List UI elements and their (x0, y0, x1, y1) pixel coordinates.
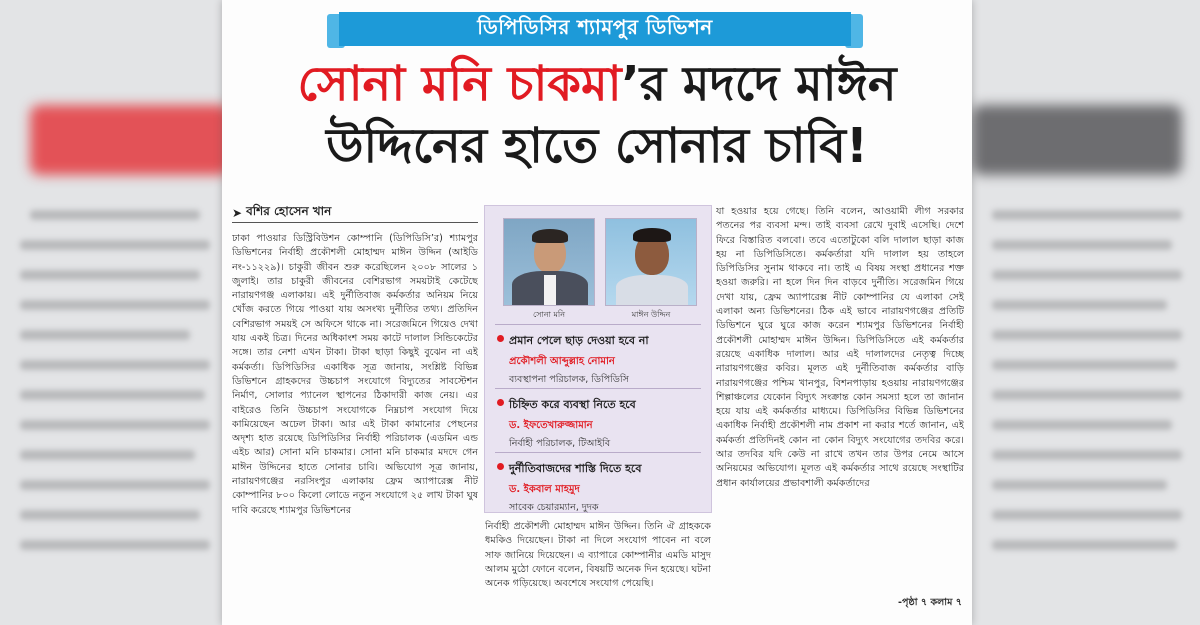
headline-highlight: সোনা মনি চাকমা (297, 56, 622, 112)
blurred-text-line (20, 300, 210, 310)
blurred-text-line (992, 360, 1177, 370)
blurred-background-right (972, 0, 1200, 625)
blurred-text-line (20, 540, 210, 550)
infobox-divider (495, 388, 701, 389)
blurred-text-line (20, 420, 210, 430)
blurred-text-line (992, 540, 1177, 550)
photo-caption: সোনা মনি (533, 310, 565, 319)
quotes-infobox (484, 205, 712, 513)
blurred-headline (972, 105, 1182, 175)
quote-role: ব্যবস্থাপনা পরিচালক, ডিপিডিসি (509, 374, 629, 385)
blurred-text-line (20, 330, 190, 340)
blurred-text-line (992, 450, 1182, 460)
shirt-shape (544, 275, 556, 305)
quote-name: ড. ইফতেখারুজ্জামান (509, 420, 593, 431)
headline-line-1 (222, 56, 972, 112)
photo-main-uddin (605, 218, 697, 306)
newspaper-clipping (222, 0, 972, 625)
infobox-divider (495, 324, 701, 325)
author-name: বশির হোসেন খান (246, 204, 332, 218)
blurred-text-line (20, 450, 195, 460)
section-title: ডিপিডিসির শ্যামপুর ডিভিশন (477, 14, 713, 39)
blurred-text-line (992, 480, 1167, 490)
blurred-text-line (30, 210, 200, 220)
photo-sona-moni (503, 218, 595, 306)
blurred-text-line (992, 300, 1167, 310)
quote-name: ড. ইকবাল মাহমুদ (509, 484, 580, 495)
headline-line-2: উদ্দিনের হাতে সোনার চাবি! (326, 118, 868, 174)
blurred-text-line (992, 210, 1182, 220)
quote-role: নির্বাহী পরিচালক, টিআইবি (509, 438, 611, 449)
blurred-text-line (992, 270, 1182, 280)
quote-title: প্রমান পেলে ছাড় দেওয়া হবে না (509, 334, 649, 347)
section-banner (327, 12, 863, 48)
blurred-text-line (20, 480, 210, 490)
blurred-headline (30, 105, 222, 175)
blurred-text-line (20, 240, 210, 250)
byline-rule (232, 222, 478, 223)
quote-title: চিহ্নিত করে ব্যবস্থা নিতে হবে (509, 398, 636, 411)
quote-item (497, 396, 707, 452)
bullet-icon (497, 463, 504, 470)
infobox-divider (495, 452, 701, 453)
article-column-right: যা হওয়ার হয়ে গেছে। তিনি বলেন, আওয়ামী লীগ সরকার পতনের পর ব্যবসা মন্দ। তাই ব্যবসা রেখে দুবাই এসেছি। দেশে ফিরে বিস্তারিত বলবো। তবে এতোটুকো বলি দালাল ছাড়া কাজ হয় না ডিপিডিসিতে। কর্মকর্তারা যদি দালাল হয় তাহলে ডিপিডিসির সুনাম থাকবে না। তাই এ বিষয় সংস্থা প্রধানের শক্ত হওয়া জরুরি। না হলে দিন দিন বাড়বে দুর্নীতি। সরেজমিন গিয়ে দেখা যায়, ফ্রেম অ্যাপারেক্স নীট কোম্পানির যে এলাকা সেই এলাকা অন্য ডিভিশনের। ঠিক এই ভাবে নারায়ণগঞ্জের প্রতিটি ডিভিশনে ঘুরে ঘুরে কাজ করেন শ্যামপুর ডিভিশনের নির্বাহী প্রকৌশলী মোহাম্মদ মাঈন উদ্দিন। ডিপিডিসিতে এই কর্মকর্তার রয়েছে একাধিক দালাল। আর এই দালালদের নেতৃত্ব দিচ্ছে নারায়ণগঞ্জের কবির। মূলত এই দুর্নীতিবাজ কর্মকর্তার বাড়ি নারায়ণগঞ্জের পশ্চিম খানপুর, বিশনপাড়ায় হওয়ায় নারায়ণগঞ্জের শিল্পাঞ্চলের যেকোন বিদ্যুৎ সংক্রান্ত কোন সমস্যা হলে তা জানান হয়ে যায় এই কর্মকর্তার মাধ্যমে। ডিপিডিসির বিভিন্ন ডিভিশনের একাধিক নির্বাহী প্রকৌশলী নাম প্রকাশ না করার শর্তে জানান, এই কর্মকর্তা প্রতিদিনই কোন না কোন বিদ্যুৎ সংযোগের তদবির করে। আর তদবির যদি কেউ না রাখে তখন তার উপর নেমে আসে অনিয়মের অভিযোগ। মূলত এই কর্মকর্তার সাথে রয়েছে সংস্থাটির প্রধান কার্যালয়ের প্রভাবশালী কর্মকর্তাদের (716, 206, 964, 489)
blurred-text-line (992, 510, 1182, 520)
shirt-shape (616, 275, 688, 305)
photo-caption: মাঈন উদ্দিন (631, 310, 671, 319)
byline (232, 203, 331, 223)
blurred-text-line (20, 510, 200, 520)
headline-rest: ’র মদদে মাঈন (621, 56, 897, 112)
continued-reference: -পৃষ্ঠা ৭ কলাম ৭ (898, 597, 962, 608)
quote-item (497, 332, 707, 388)
quote-name: প্রকৌশলী আব্দুল্লাহ নোমান (509, 356, 615, 367)
blurred-text-line (20, 390, 205, 400)
blurred-text-line (992, 420, 1172, 430)
blurred-text-line (992, 240, 1172, 250)
quote-item (497, 460, 707, 516)
blurred-text-line (992, 390, 1182, 400)
blurred-text-line (20, 270, 200, 280)
hair-shape (633, 228, 671, 242)
article-column-left: ঢাকা পাওয়ার ডিস্ট্রিবিউশন কোম্পানি (ডিপিডিসি’র) শ্যামপুর ডিভিশনের নির্বাহী প্রকৌশলী মোহাম্মদ মাঈন উদ্দিন (আইডি নং-১১২২৯)। চাকুরী জীবন শুরু করেছিলেন ২০০৮ সালের ১ জুলাই। তার চাকুরী জীবনের বেশিরভাগ সময়টাই কেটেছে নারায়ণগঞ্জ এলাকায়। এই দুর্নীতিবাজ কর্মকর্তার অনিয়ম নিয়ে খোঁজ করতে গিয়ে পাওয়া যায় অসংখ্য দুর্নীতির তথ্য। প্রতিদিন বেশিরভাগ সময়ই সে অফিসে থাকে না। সরেজমিনে গিয়েও দেখা যায় একই চিত্র। দিনের অধিকাংশ সময় কাটে দালাল সিন্ডিকেটের সঙ্গে। তার নেশা এখন টাকা। টাকা ছাড়া কিছুই বুঝেন না এই কর্মকর্তা। ডিপিডিসির একাধিক সূত্র জানায়, সংশ্লিষ্ট বিভিন্ন ডিভিশনে গ্রাহকদের উচ্চচাপ সংযোগে বিদ্যুতের সাবস্টেশন নির্মাণ, সোলার প্যানেল স্থাপনের ঠিকাদারী কাজ নেয়। এর বাইরেও তিনি উচ্চচাপ সংযোগকে নিম্নচাপ সংযোগ দিয়ে কামিয়েছেন অঢেল টাকা। আর এই টাকা কামানোর পেছনের অদৃশ্য হাত রয়েছে ডিপিডিসির নির্বাহী পরিচালক (এডমিন এন্ড এইচ আর) সোনা মনি চাকমার। সোনা মনি চাকমার মদদে গেন মাঈন উদ্দিনের হাতে সোনার চাবি। অভিযোগ সূত্র জানায়, নারায়ণগঞ্জের নরসিংপুর এলাকায় ফ্রেম অ্যাপারেক্স নীট কোম্পানির ৮০০ কিলো লোডে নতুন সংযোগে ২৫ লাখ টাকা ঘুষ দাবি করেছে শ্যামপুর ডিভিশনের (232, 233, 478, 516)
quote-title: দুর্নীতিবাজদের শাস্তি দিতে হবে (509, 462, 642, 475)
arrow-icon: ➤ (232, 206, 243, 220)
hair-shape (532, 229, 568, 243)
blurred-text-line (20, 360, 210, 370)
bullet-icon (497, 335, 504, 342)
banner-ribbon (339, 12, 851, 46)
headline (222, 56, 972, 174)
article-column-middle: নির্বাহী প্রকৌশলী মোহাম্মদ মাঈন উদ্দিন। তিনি ঐ গ্রাহককে ধমকিও দিয়েছেন। টাকা না দিলে সংযোগ পাবেন না বলে সাফ জানিয়ে দিয়েছেন। এ ব্যাপারে কোম্পানীর এমডি মাসুদ আলম মুঠো ফোনে বলেন, বিষয়টি অনেক দিন হয়েছে। ঘটনা অনেক গড়িয়েছে। অবশেষে সংযোগ পেয়েছি। (485, 521, 711, 590)
bullet-icon (497, 399, 504, 406)
blurred-background-left (0, 0, 222, 625)
quote-role: সাবেক চেয়ারম্যান, দুদক (509, 502, 599, 513)
blurred-text-line (992, 330, 1182, 340)
